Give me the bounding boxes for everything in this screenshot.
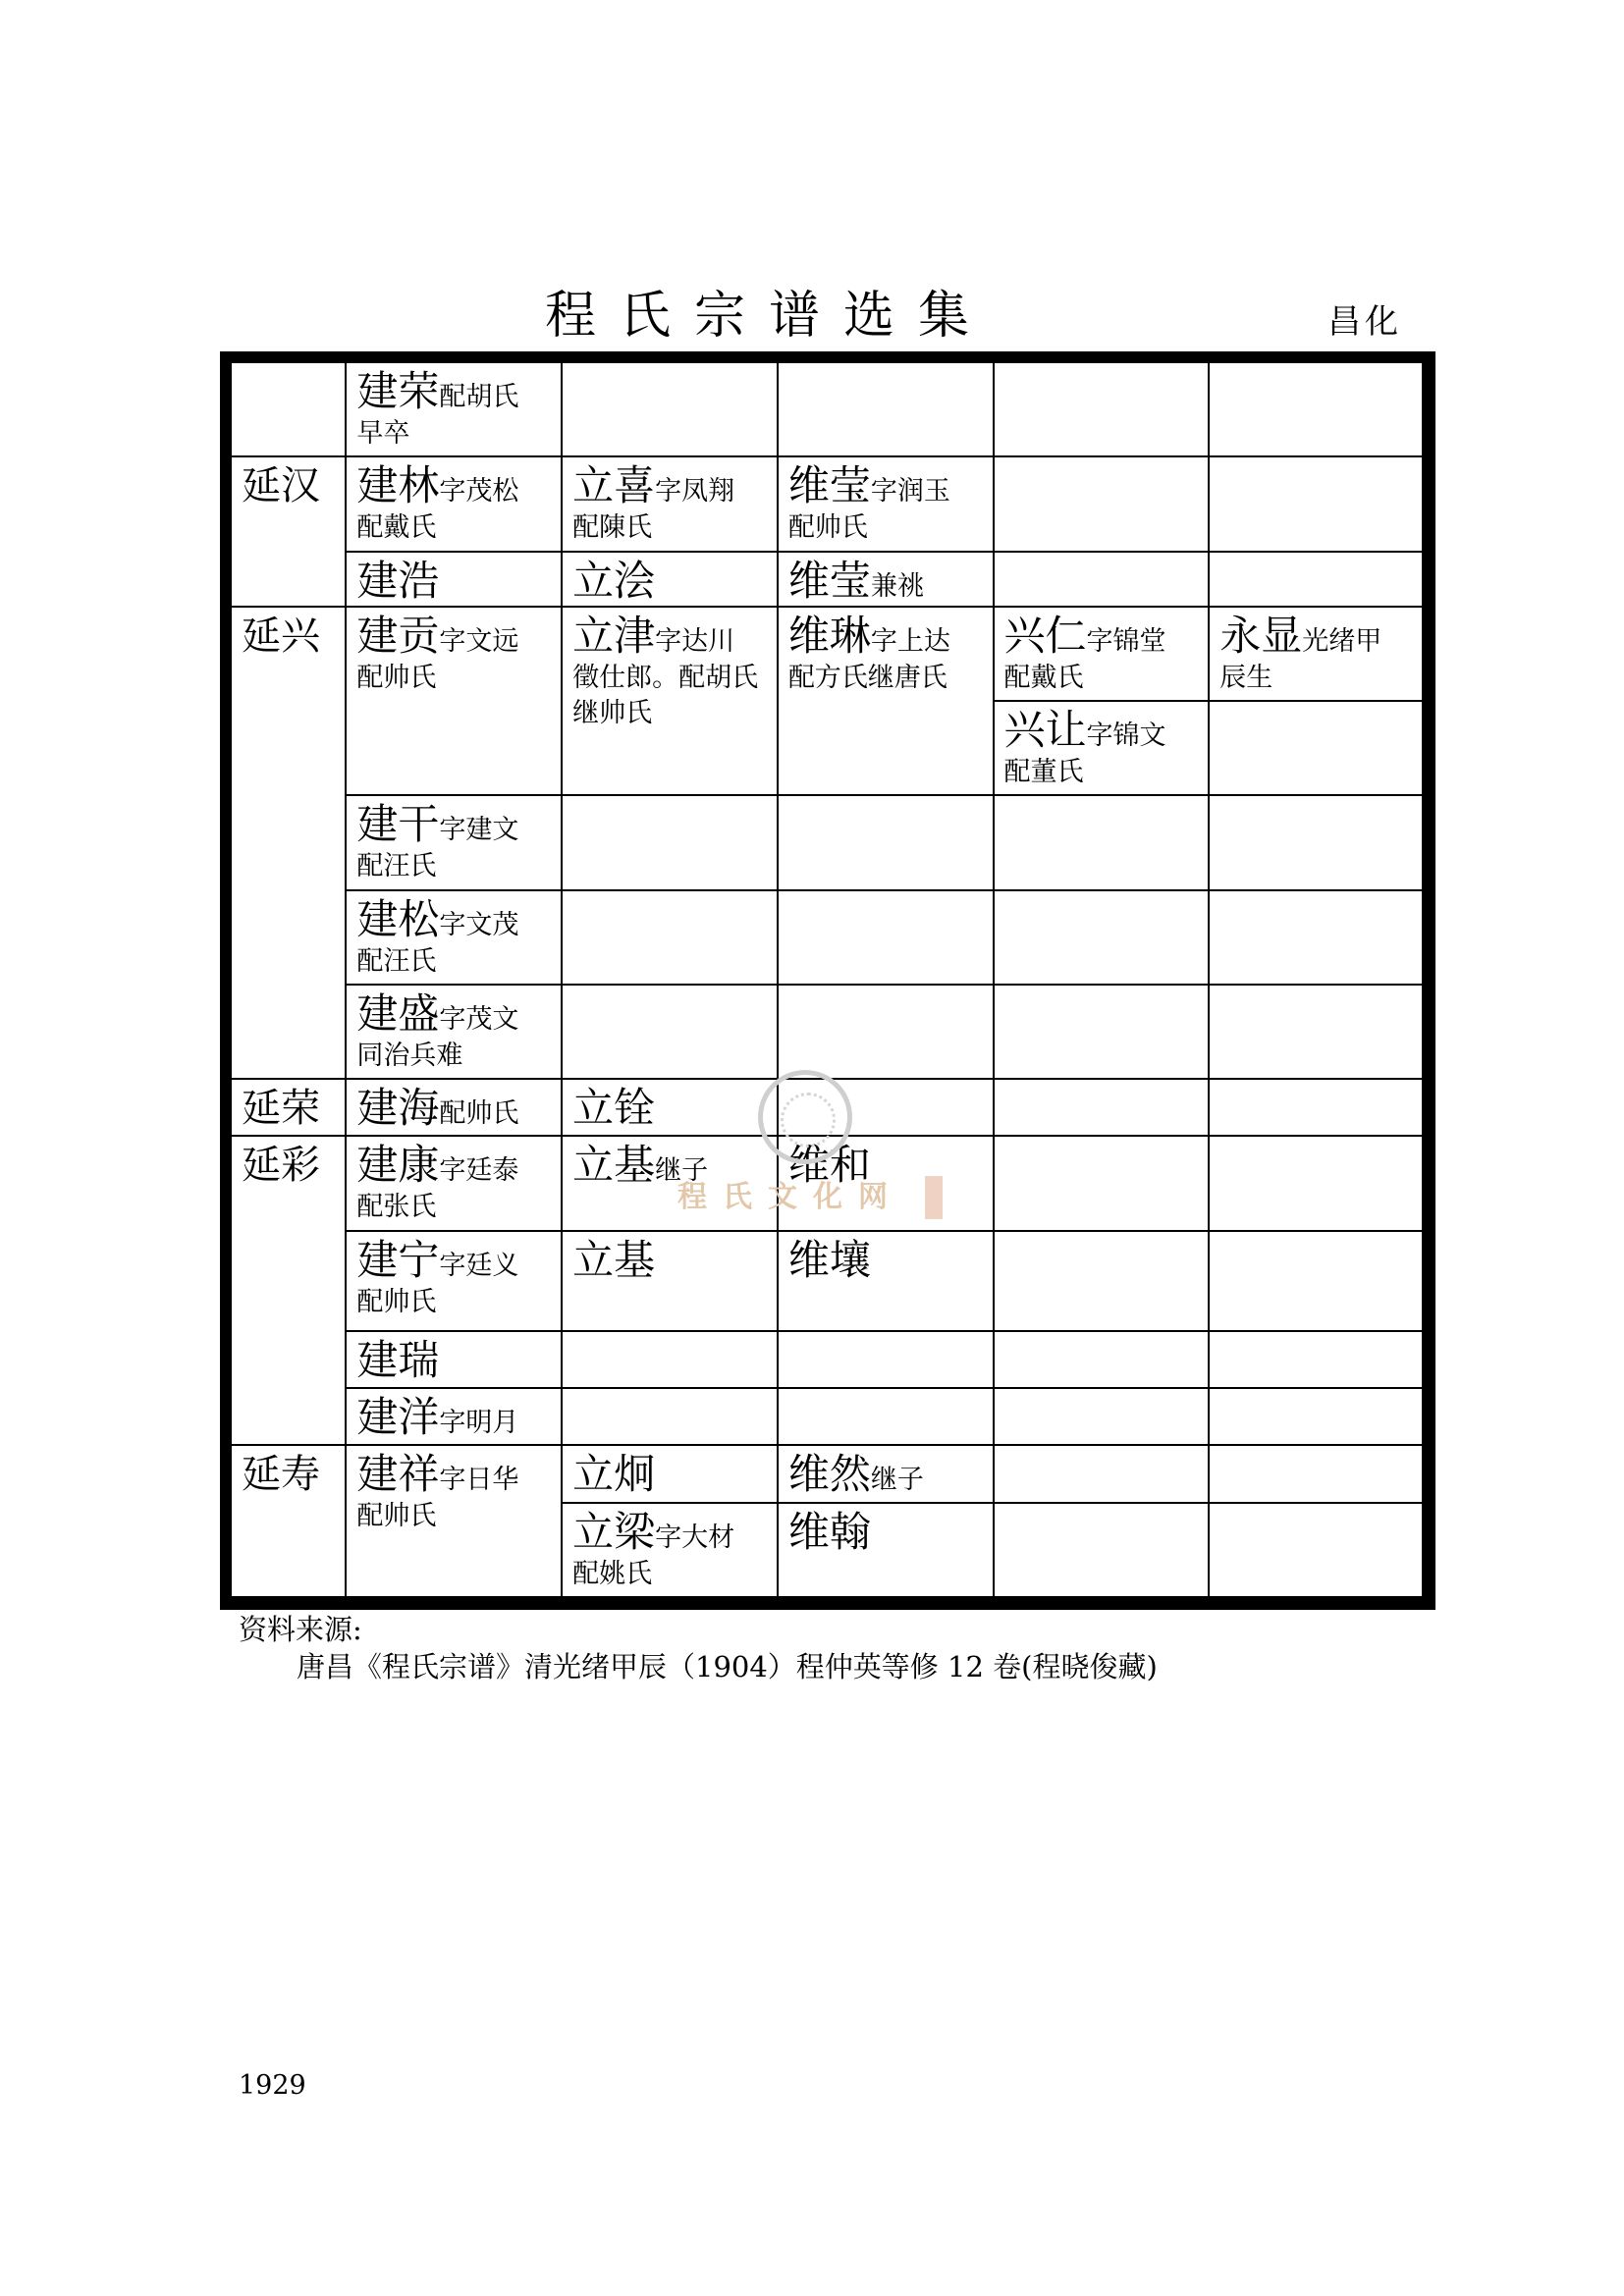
- person-detail: 配方氏继唐氏: [787, 662, 947, 693]
- person-cell: [994, 1231, 1210, 1331]
- person-cell: [994, 1445, 1210, 1502]
- source-label: 资料来源:: [239, 1613, 362, 1646]
- person-name: 建荣: [356, 367, 440, 415]
- person-cell: [994, 552, 1210, 607]
- person-name: 立炯: [572, 1450, 656, 1499]
- person-note: 字上达: [870, 625, 950, 657]
- table-row: [231, 1445, 1423, 1502]
- person-note: 字廷义: [439, 1250, 519, 1281]
- person-cell: [562, 1503, 778, 1597]
- person-name: 建林: [356, 461, 440, 510]
- person-cell: [1209, 1388, 1423, 1445]
- person-detail: 同治兵难: [356, 1040, 463, 1071]
- person-cell: [562, 1331, 778, 1388]
- person-name: 维琳: [787, 611, 871, 660]
- person-note: 字茂文: [439, 1003, 519, 1035]
- person-cell: [778, 890, 994, 985]
- person-cell: [346, 1331, 562, 1388]
- generation-name: 延汉: [242, 463, 320, 509]
- person-cell: [346, 795, 562, 889]
- person-cell: [1209, 701, 1423, 795]
- person-note: 字廷泰: [439, 1155, 519, 1187]
- person-cell: [1209, 1331, 1423, 1388]
- person-detail: 配戴氏: [356, 512, 437, 544]
- person-cell: [1209, 1136, 1423, 1230]
- person-name: 维莹: [787, 461, 871, 510]
- page-title: 程氏宗谱选集: [545, 287, 994, 346]
- person-cell: [1209, 1079, 1423, 1136]
- person-detail: 配姚氏: [572, 1558, 653, 1589]
- person-note: 字建文: [439, 815, 519, 846]
- person-cell: [346, 1136, 562, 1230]
- person-cell: [778, 795, 994, 889]
- person-cell: [994, 985, 1210, 1079]
- table-row: [231, 552, 1423, 607]
- person-detail: 辰生: [1219, 662, 1273, 693]
- generation-name: 延彩: [242, 1143, 320, 1189]
- person-cell: [1209, 1445, 1423, 1502]
- table-row: [231, 456, 1423, 551]
- person-cell: [346, 1388, 562, 1445]
- person-note: 字大材: [655, 1522, 735, 1553]
- person-detail: 配帅氏: [356, 662, 437, 693]
- person-cell: [778, 607, 994, 796]
- person-cell: [778, 362, 994, 456]
- person-note: 字达川: [655, 625, 735, 657]
- person-cell: [562, 795, 778, 889]
- person-cell: [994, 701, 1210, 795]
- person-cell: [346, 1079, 562, 1136]
- person-cell: [778, 1503, 994, 1597]
- person-name: 永显: [1219, 611, 1303, 660]
- person-cell: [778, 456, 994, 551]
- person-name: 建瑞: [356, 1336, 440, 1385]
- person-note: 继子: [655, 1155, 709, 1187]
- person-name: 建康: [356, 1141, 440, 1190]
- person-detail: 早卒: [356, 418, 410, 449]
- generation-name: 延兴: [242, 613, 320, 659]
- person-detail: 配戴氏: [1003, 662, 1084, 693]
- region-label: 昌化: [1327, 302, 1402, 342]
- table-row: [231, 985, 1423, 1079]
- person-cell: [1209, 607, 1423, 701]
- page-number: 1929: [239, 2070, 306, 2101]
- person-cell: [994, 1331, 1210, 1388]
- person-detail: 配帅氏: [356, 1286, 437, 1317]
- person-name: 建浩: [356, 556, 440, 605]
- person-cell: [994, 362, 1210, 456]
- generation-name: 延荣: [242, 1086, 320, 1132]
- person-cell: [994, 456, 1210, 551]
- genealogy-table-frame: [220, 351, 1435, 1610]
- generation-name: 延寿: [242, 1452, 320, 1498]
- person-cell: [1209, 362, 1423, 456]
- person-cell: [778, 985, 994, 1079]
- person-detail: 配张氏: [356, 1192, 437, 1223]
- person-cell: [994, 1079, 1210, 1136]
- person-name: 建盛: [356, 988, 440, 1038]
- table-row: [231, 1388, 1423, 1445]
- person-note: 继子: [870, 1465, 924, 1496]
- person-name: 维然: [787, 1450, 871, 1499]
- person-cell: [346, 1231, 562, 1331]
- person-cell: [562, 1079, 778, 1136]
- person-cell: [346, 456, 562, 551]
- person-cell: [562, 1231, 778, 1331]
- person-cell: [778, 1331, 994, 1388]
- person-name: 建海: [356, 1084, 440, 1133]
- person-cell: [994, 607, 1210, 701]
- generation-cell: [231, 1079, 346, 1136]
- person-cell: [562, 1388, 778, 1445]
- person-note: 字文远: [439, 625, 519, 657]
- generation-cell: [231, 1445, 346, 1597]
- person-detail: 配帅氏: [356, 1501, 437, 1532]
- person-name: 建洋: [356, 1393, 440, 1442]
- person-detail: 配陳氏: [572, 512, 653, 544]
- table-row: [231, 607, 1423, 701]
- person-cell: [562, 985, 778, 1079]
- person-cell: [346, 890, 562, 985]
- source-citation: 唐昌《程氏宗谱》清光绪甲辰（1904）程仲英等修 12 卷(程晓俊藏): [297, 1650, 1158, 1683]
- person-cell: [994, 795, 1210, 889]
- person-note: 字锦文: [1086, 721, 1166, 752]
- person-cell: [346, 607, 562, 796]
- person-detail: 徵仕郎。配胡氏: [572, 662, 759, 693]
- person-cell: [1209, 552, 1423, 607]
- person-name: 立浍: [572, 556, 656, 605]
- person-name: 维壤: [787, 1235, 871, 1284]
- person-name: 立津: [572, 611, 656, 660]
- generation-cell: [231, 1136, 346, 1445]
- person-note: 字茂松: [439, 476, 519, 507]
- person-cell: [778, 1445, 994, 1502]
- person-cell: [1209, 1231, 1423, 1331]
- person-name: 建干: [356, 800, 440, 849]
- generation-cell: [231, 607, 346, 1079]
- person-cell: [346, 1445, 562, 1597]
- genealogy-table: [230, 361, 1424, 1598]
- person-name: 建松: [356, 894, 440, 943]
- person-cell: [778, 1231, 994, 1331]
- person-cell: [562, 552, 778, 607]
- person-note: 字文茂: [439, 909, 519, 940]
- person-cell: [1209, 1503, 1423, 1597]
- person-note: 字凤翔: [655, 476, 735, 507]
- person-name: 维莹: [787, 556, 871, 605]
- person-detail: 配帅氏: [787, 512, 868, 544]
- generation-cell: [231, 456, 346, 606]
- person-name: 兴仁: [1003, 611, 1087, 660]
- person-note: 兼祧: [870, 570, 924, 602]
- table-row: [231, 1136, 1423, 1230]
- person-note: 光绪甲: [1302, 625, 1382, 657]
- person-detail: 继帅氏: [572, 697, 653, 728]
- person-name: 立梁: [572, 1507, 656, 1556]
- person-cell: [994, 1503, 1210, 1597]
- person-cell: [562, 456, 778, 551]
- person-name: 维和: [787, 1141, 871, 1190]
- person-cell: [778, 1388, 994, 1445]
- person-note: 字润玉: [870, 476, 950, 507]
- person-detail: 配汪氏: [356, 945, 437, 977]
- person-name: 立基: [572, 1235, 656, 1284]
- table-row: [231, 1231, 1423, 1331]
- person-cell: [1209, 985, 1423, 1079]
- person-detail: 配董氏: [1003, 757, 1084, 788]
- person-detail: 配汪氏: [356, 851, 437, 882]
- person-name: 建祥: [356, 1450, 440, 1499]
- table-row: [231, 795, 1423, 889]
- person-cell: [778, 1136, 994, 1230]
- watermark-text: 程氏文化网: [677, 1180, 903, 1214]
- person-note: 配帅氏: [439, 1098, 519, 1130]
- person-cell: [994, 1136, 1210, 1230]
- person-cell: [562, 1136, 778, 1230]
- person-cell: [778, 1079, 994, 1136]
- person-cell: [562, 607, 778, 796]
- person-note: 配胡氏: [439, 382, 519, 412]
- person-name: 建宁: [356, 1235, 440, 1284]
- table-row: [231, 1331, 1423, 1388]
- person-name: 立喜: [572, 461, 656, 510]
- person-name: 兴让: [1003, 706, 1087, 755]
- person-cell: [346, 985, 562, 1079]
- person-note: 字日华: [439, 1465, 519, 1496]
- person-cell: [994, 890, 1210, 985]
- person-cell: [1209, 456, 1423, 551]
- person-cell: [1209, 890, 1423, 985]
- person-name: 建贡: [356, 611, 440, 660]
- person-cell: [562, 362, 778, 456]
- person-name: 立基: [572, 1141, 656, 1190]
- person-cell: [346, 552, 562, 607]
- person-note: 字明月: [439, 1408, 519, 1439]
- table-row: [231, 362, 1423, 456]
- person-note: 字锦堂: [1086, 625, 1166, 657]
- table-row: [231, 890, 1423, 985]
- person-cell: [562, 1445, 778, 1502]
- person-cell: [778, 552, 994, 607]
- person-cell: [562, 890, 778, 985]
- person-name: 立铨: [572, 1084, 656, 1133]
- person-cell: [346, 362, 562, 456]
- generation-cell: [231, 362, 346, 456]
- table-row: [231, 1079, 1423, 1136]
- person-cell: [994, 1388, 1210, 1445]
- person-name: 维翰: [787, 1507, 871, 1556]
- person-cell: [1209, 795, 1423, 889]
